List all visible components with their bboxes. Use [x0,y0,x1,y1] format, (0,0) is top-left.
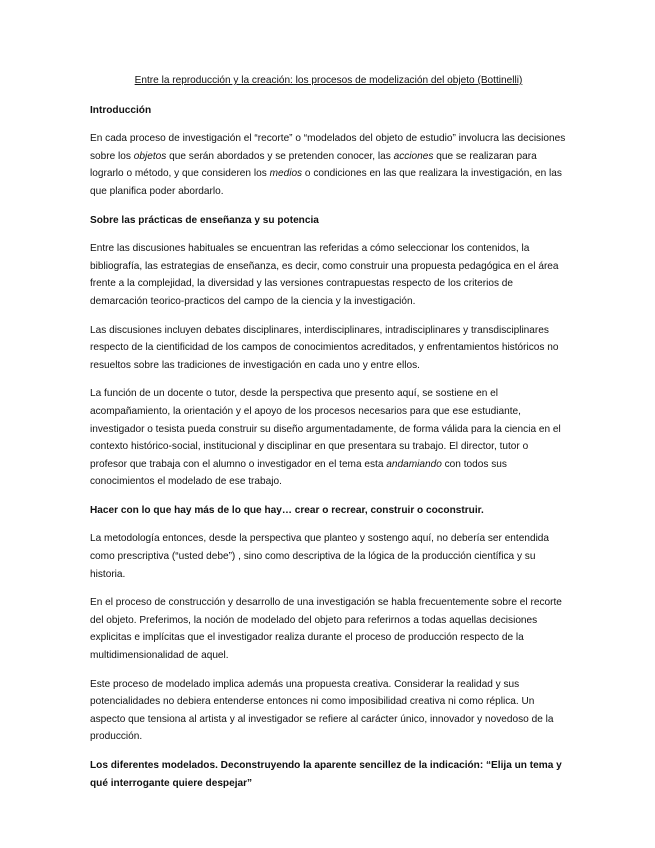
paragraph-debates: Las discusiones incluyen debates disciplinares, interdisciplinares, intradisciplinares y transdisciplinares respecto de la cientificidad de los campos de conocimientos acreditados, y enfrentamientos históricos no resueltos sobre las tradiciones de investigación en cada uno y entre ellos. [90,324,559,371]
paragraph-modelado: Este proceso de modelado implica además una propuesta creativa. Considerar la realidad y sus potencialidades no debiera entenderse entonces ni como imposibilidad creativa ni como réplica. Un aspecto que tensiona al artista y al investigador se refiere al carácter único, innovador y novedoso de la producción. [90,678,554,743]
paragraph-intro [90,130,567,200]
heading-practicas: Sobre las prácticas de enseñanza y su potencia [90,214,319,226]
document-title: Entre la reproducción y la creación: los procesos de modelización del objeto (Bottinelli) [134,75,523,86]
emphasis-medios: medios [269,168,303,180]
heading-diferentes-modelados: Los diferentes modelados. Deconstruyendo la aparente sencillez de la indicación: “Elija un tema y qué interrogante quiere despejar” [90,760,562,789]
paragraph-recorte: En el proceso de construcción y desarrollo de una investigación se habla frecuentemente sobre el recorte del objeto. Preferimos, la noción de modelado del objeto para referirnos a todas aquellas decisiones explicitas e implícitas que el investigador realiza durante el proceso de producción respecto de la multidimensionalidad de aquel. [90,597,562,662]
heading-introduccion: Introducción [90,104,152,116]
paragraph-metodologia: La metodología entonces, desde la perspectiva que planteo y sostengo aquí, no debería ser entendida como prescriptiva (“usted debe”) , sino como descriptiva de la lógica de la producción científica y su historia. [90,533,550,580]
emphasis-andamiando: andamiando [386,458,442,470]
paragraph-text: que serán abordados y se pretenden conocer, las [166,150,394,162]
paragraph-text: En cada proceso de investigación el “recorte” o “modelados del objeto de estudio” involucra las decisiones sobre los [90,133,566,162]
heading-hacer: Hacer con lo que hay más de lo que hay… crear o recrear, construir o coconstruir. [90,504,484,516]
paragraph-text: La función de un docente o tutor, desde la perspectiva que presento aquí, se sostiene en el acompañamiento, la orientación y el apoyo de los procesos necesarios para que ese estudiante, investigador o tesista pueda construir su diseño argumentadamente, de forma válida para la ciencia en el contexto histórico-social, institucional y disciplinar en que presentara su trabajo. El director, tutor o profesor que trabaja con el alumno o investigador en el tema esta [90,388,561,470]
paragraph-text: que se realizaran para lograrlo o método, y que consideren los [90,150,537,180]
emphasis-acciones: acciones [393,150,434,162]
paragraph-discusiones-habituales: Entre las discusiones habituales se encuentran las referidas a cómo seleccionar los contenidos, la bibliografía, las estrategias de enseñanza, es decir, como construir una propuesta pedagógica en el área frente a la complejidad, la diversidad y las versiones contrapuestas respecto de los criterios de demarcación teorico-practicos del campo de la ciencia y la investigación. [90,243,559,307]
paragraph-text: o condiciones en las que realizara la investigación, en las que planifica poder abordarlo. [90,168,562,197]
paragraph-text: con todos sus conocimientos el modelado de ese trabajo. [90,458,507,488]
paragraph-funcion-docente [90,385,567,491]
emphasis-objetos: objetos [133,150,167,162]
